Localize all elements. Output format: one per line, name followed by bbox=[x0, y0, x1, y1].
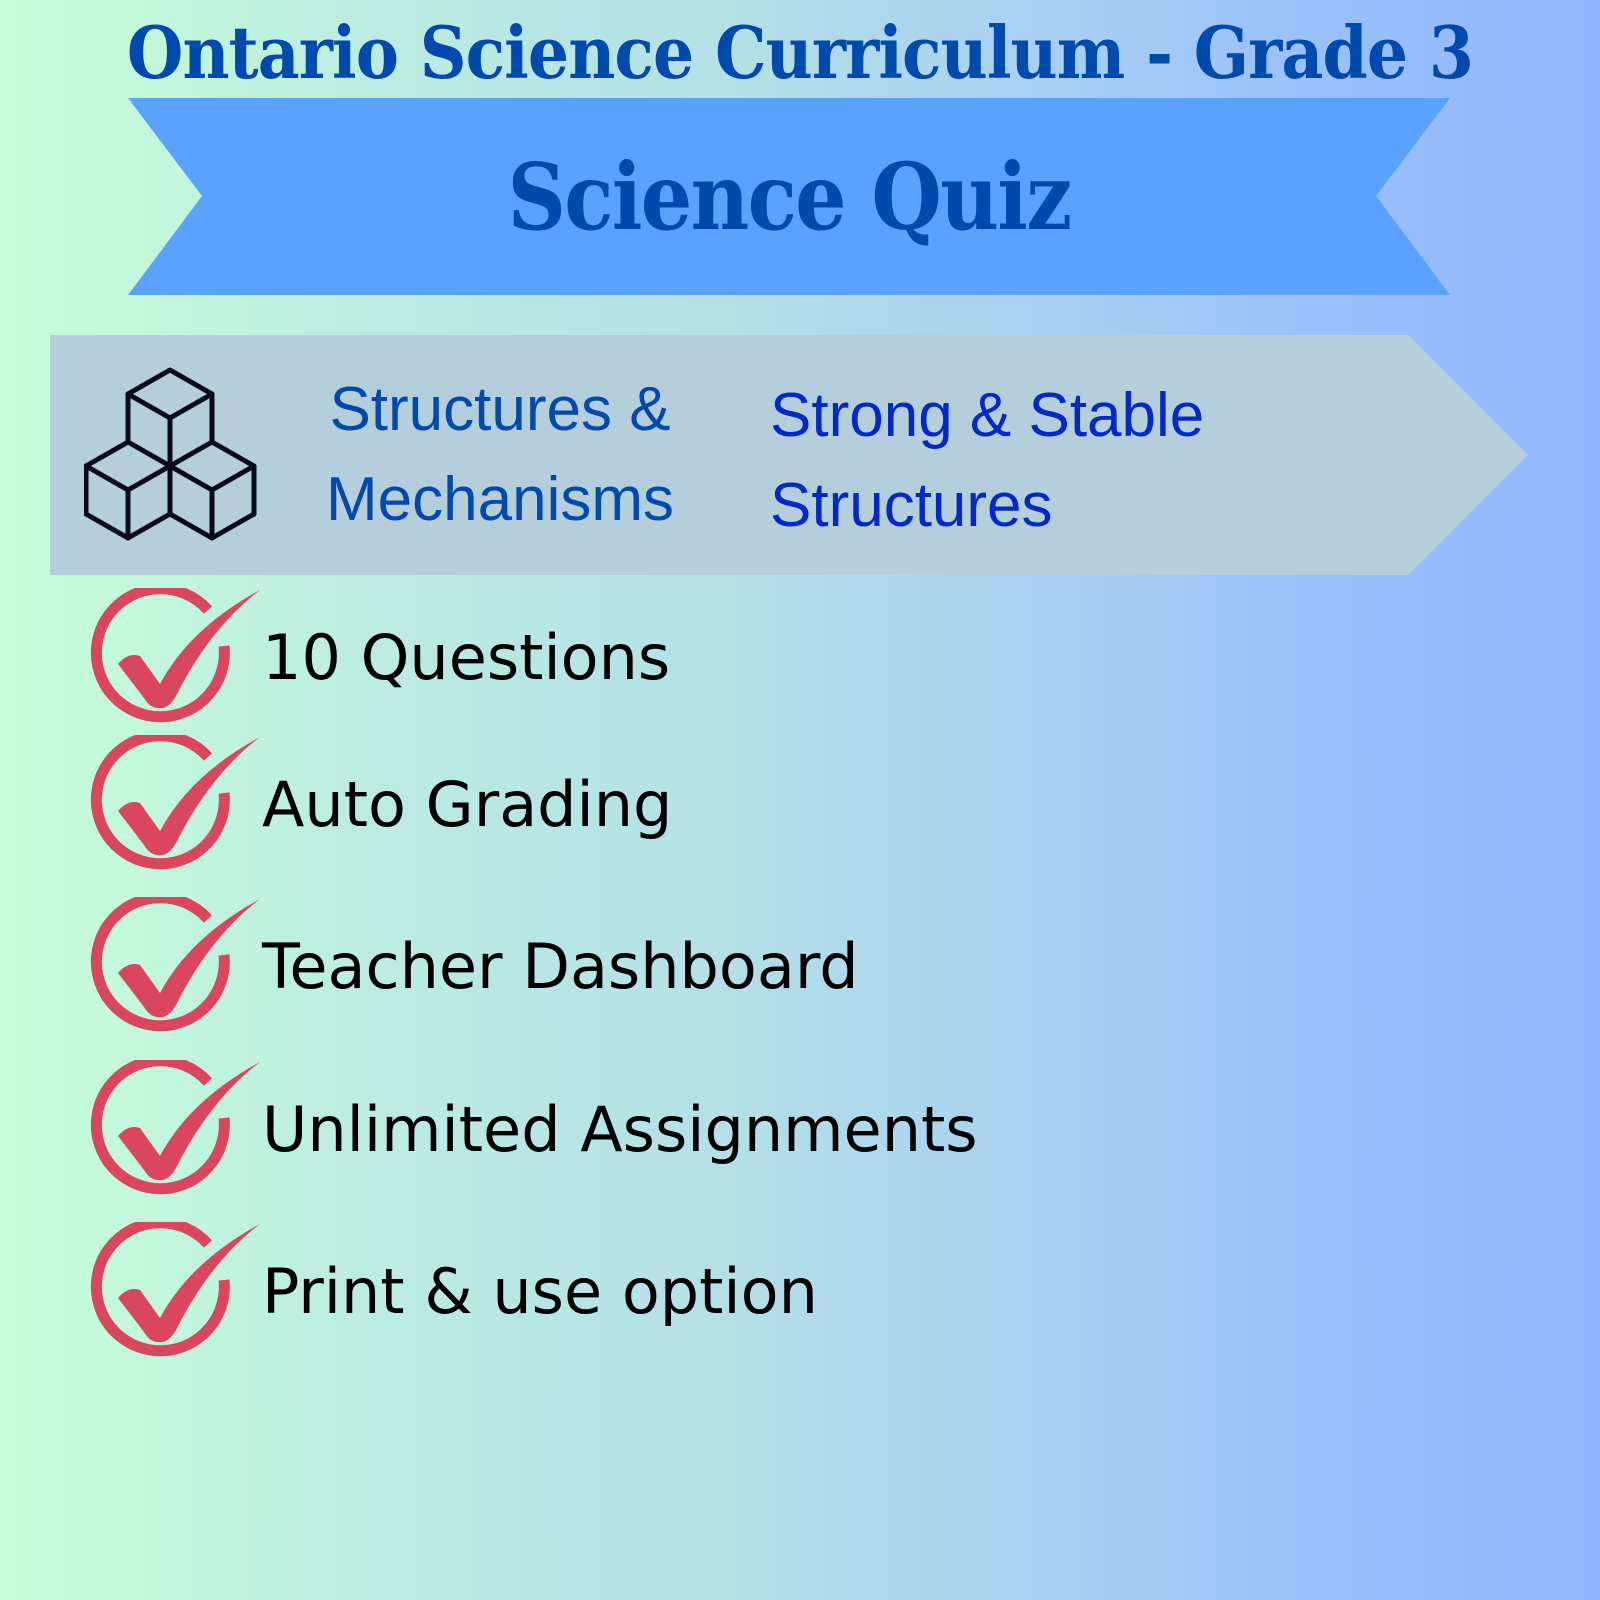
check-circle-icon bbox=[90, 897, 262, 1047]
cubes-icon bbox=[84, 367, 260, 543]
strand-line-1: Structures & bbox=[329, 375, 671, 444]
feature-label: 10 Questions bbox=[262, 621, 671, 694]
strand-line-2: Mechanisms bbox=[326, 465, 674, 534]
strand-label bbox=[290, 365, 710, 545]
check-circle-icon bbox=[90, 735, 262, 885]
topic-line-1: Strong & Stable bbox=[770, 381, 1205, 450]
check-circle-icon bbox=[90, 1222, 262, 1372]
feature-label: Unlimited Assignments bbox=[262, 1093, 978, 1166]
feature-label: Print & use option bbox=[262, 1255, 818, 1328]
feature-item bbox=[90, 588, 1290, 738]
check-circle-icon bbox=[90, 588, 262, 738]
quiz-banner bbox=[128, 98, 1450, 295]
page-title: Ontario Science Curriculum - Grade 3 bbox=[126, 10, 1474, 95]
feature-item bbox=[90, 897, 1290, 1047]
feature-item bbox=[90, 1060, 1290, 1210]
topic-line-2: Structures bbox=[770, 471, 1053, 540]
topic-bar bbox=[50, 335, 1530, 575]
feature-item bbox=[90, 1222, 1290, 1372]
check-circle-icon bbox=[90, 1060, 262, 1210]
topic-label bbox=[770, 371, 1410, 551]
feature-label: Auto Grading bbox=[262, 768, 673, 841]
banner-title: Science Quiz bbox=[507, 142, 1071, 251]
feature-item bbox=[90, 735, 1290, 885]
feature-label: Teacher Dashboard bbox=[262, 930, 859, 1003]
